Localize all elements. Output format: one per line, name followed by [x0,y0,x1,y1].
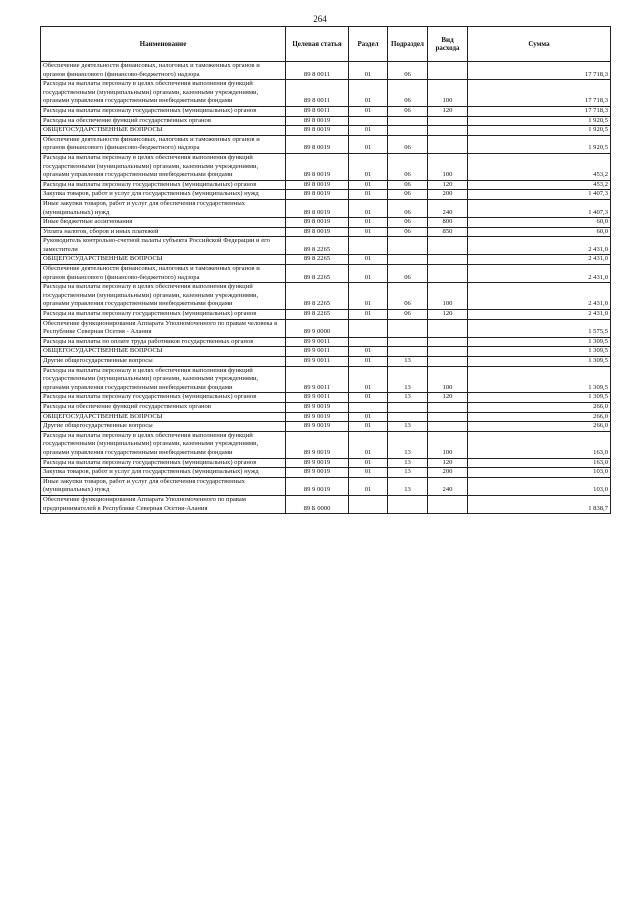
podrazdel-cell [388,126,428,136]
amount-cell: 163,0 [468,458,611,468]
name-cell: Расходы на выплаты персоналу государственных (муниципальных) органов [41,106,286,116]
table-row [41,180,611,190]
amount-cell: 1 309,5 [468,357,611,367]
name-cell: Руководитель контрольно-счетной палаты субъекта Российской Федерации и его заместители [41,237,286,255]
table-row [41,357,611,367]
table-header-row [41,27,611,62]
razdel-cell: 01 [349,62,388,80]
target-article-cell: 89 9 0019 [286,468,349,478]
amount-cell: 60,0 [468,218,611,228]
amount-cell: 1 407,3 [468,190,611,200]
razdel-cell: 01 [349,422,388,432]
expense-type-cell: 100 [428,283,468,310]
target-article-cell: 89 8 0019 [286,199,349,217]
amount-cell: 1 920,5 [468,126,611,136]
amount-cell: 2 431,0 [468,237,611,255]
razdel-cell: 01 [349,431,388,458]
target-article-cell: 89 9 0019 [286,477,349,495]
table-row [41,199,611,217]
target-article-cell: 89 8 0011 [286,62,349,80]
table-row [41,431,611,458]
podrazdel-cell [388,412,428,422]
name-cell: Расходы на выплаты по оплате труда работников государственных органов [41,337,286,347]
header-name: Наименование [41,27,286,62]
razdel-cell: 01 [349,180,388,190]
target-article-cell: 89 8 0019 [286,126,349,136]
header-summa: Сумма [468,27,611,62]
table-row [41,495,611,513]
table-row [41,126,611,136]
razdel-cell: 01 [349,227,388,237]
podrazdel-cell [388,402,428,412]
table-row [41,153,611,180]
razdel-cell [349,237,388,255]
header-code: Целевая статья [286,27,349,62]
target-article-cell: 89 8 0019 [286,135,349,153]
razdel-cell: 01 [349,218,388,228]
amount-cell: 2 431,0 [468,310,611,320]
amount-cell: 103,0 [468,468,611,478]
name-cell: Расходы на выплаты персоналу государственных (муниципальных) органов [41,458,286,468]
expense-type-cell [428,116,468,126]
name-cell: ОБЩЕГОСУДАРСТВЕННЫЕ ВОПРОСЫ [41,126,286,136]
name-cell: Расходы на выплаты персоналу в целях обеспечения выполнения функций государственными (муниципальными) органами, казенными учреждениями, органами управления государственными внебюджетными фондами [41,431,286,458]
amount-cell: 1 309,5 [468,347,611,357]
podrazdel-cell [388,237,428,255]
expense-type-cell: 120 [428,106,468,116]
podrazdel-cell: 06 [388,218,428,228]
target-article-cell: 89 8 2265 [286,255,349,265]
razdel-cell: 01 [349,283,388,310]
podrazdel-cell: 13 [388,366,428,393]
header-razdel: Раздел [349,27,388,62]
expense-type-cell [428,422,468,432]
expense-type-cell: 120 [428,180,468,190]
expense-type-cell: 100 [428,431,468,458]
amount-cell: 1 309,5 [468,366,611,393]
podrazdel-cell [388,347,428,357]
amount-cell: 17 718,3 [468,80,611,107]
podrazdel-cell [388,116,428,126]
podrazdel-cell: 13 [388,468,428,478]
razdel-cell: 01 [349,310,388,320]
razdel-cell [349,337,388,347]
table-row [41,227,611,237]
expense-type-cell [428,319,468,337]
name-cell: Иные бюджетные ассигнования [41,218,286,228]
target-article-cell: 89 9 0011 [286,393,349,403]
podrazdel-cell: 13 [388,458,428,468]
table-row [41,80,611,107]
podrazdel-cell: 13 [388,431,428,458]
table-row [41,477,611,495]
table-row [41,347,611,357]
amount-cell: 266,0 [468,412,611,422]
amount-cell: 1 920,5 [468,116,611,126]
name-cell: Иные закупки товаров, работ и услуг для обеспечения государственных (муниципальных) нужд [41,477,286,495]
name-cell: Другие общегосударственные вопросы [41,422,286,432]
podrazdel-cell: 06 [388,199,428,217]
name-cell: Закупка товаров, работ и услуг для государственных (муниципальных) нужд [41,468,286,478]
expense-type-cell: 100 [428,366,468,393]
table-row [41,393,611,403]
name-cell: Расходы на выплаты персоналу государственных (муниципальных) органов [41,310,286,320]
table-row [41,135,611,153]
amount-cell: 2 431,0 [468,265,611,283]
expense-type-cell [428,237,468,255]
amount-cell: 266,0 [468,422,611,432]
amount-cell: 17 718,3 [468,106,611,116]
expense-type-cell: 120 [428,458,468,468]
expense-type-cell: 800 [428,218,468,228]
name-cell: Расходы на обеспечение функций государственных органов [41,116,286,126]
expense-type-cell: 120 [428,393,468,403]
podrazdel-cell: 06 [388,227,428,237]
amount-cell: 453,2 [468,153,611,180]
expense-type-cell [428,495,468,513]
podrazdel-cell: 06 [388,310,428,320]
name-cell: Закупка товаров, работ и услуг для государственных (муниципальных) нужд [41,190,286,200]
table-row [41,190,611,200]
table-row [41,310,611,320]
podrazdel-cell [388,495,428,513]
amount-cell: 453,2 [468,180,611,190]
target-article-cell: 89 8 0019 [286,153,349,180]
name-cell: Другие общегосударственные вопросы [41,357,286,367]
target-article-cell: 89 8 0019 [286,190,349,200]
table-row [41,62,611,80]
table-row [41,283,611,310]
razdel-cell: 01 [349,255,388,265]
razdel-cell [349,495,388,513]
expense-type-cell [428,135,468,153]
razdel-cell: 01 [349,468,388,478]
expense-type-cell [428,412,468,422]
target-article-cell: 89 9 0011 [286,347,349,357]
header-vid: Вид расхода [428,27,468,62]
target-article-cell: 89 9 0000 [286,319,349,337]
razdel-cell: 01 [349,199,388,217]
header-podrazdel: Подраздел [388,27,428,62]
name-cell: ОБЩЕГОСУДАРСТВЕННЫЕ ВОПРОСЫ [41,347,286,357]
expense-type-cell [428,347,468,357]
target-article-cell: 89 8 2265 [286,283,349,310]
name-cell: Расходы на выплаты персоналу государственных (муниципальных) органов [41,393,286,403]
amount-cell: 17 718,3 [468,62,611,80]
table-row [41,106,611,116]
expense-type-cell: 100 [428,153,468,180]
podrazdel-cell: 06 [388,106,428,116]
name-cell: ОБЩЕГОСУДАРСТВЕННЫЕ ВОПРОСЫ [41,412,286,422]
target-article-cell: 89 9 0019 [286,431,349,458]
razdel-cell [349,402,388,412]
razdel-cell [349,319,388,337]
name-cell: ОБЩЕГОСУДАРСТВЕННЫЕ ВОПРОСЫ [41,255,286,265]
amount-cell: 163,0 [468,431,611,458]
expense-type-cell: 200 [428,468,468,478]
table-row [41,116,611,126]
expense-type-cell: 200 [428,190,468,200]
name-cell: Уплата налогов, сборов и иных платежей [41,227,286,237]
razdel-cell: 01 [349,412,388,422]
expense-type-cell [428,357,468,367]
name-cell: Обеспечение функционирования Аппарата Уполномоченного по правам предпринимателей в Республике Северная Осетия-Алания [41,495,286,513]
name-cell: Расходы на выплаты персоналу в целях обеспечения выполнения функций государственными (муниципальными) органами, казенными учреждениями, органами управления государственными внебюджетными фондами [41,366,286,393]
podrazdel-cell: 13 [388,477,428,495]
razdel-cell: 01 [349,80,388,107]
podrazdel-cell: 06 [388,153,428,180]
podrazdel-cell: 06 [388,135,428,153]
target-article-cell: 89 8 0019 [286,180,349,190]
target-article-cell: 89 8 2265 [286,237,349,255]
target-article-cell: 89 9 0011 [286,357,349,367]
table-row [41,458,611,468]
expense-type-cell: 850 [428,227,468,237]
target-article-cell: 89 9 0011 [286,366,349,393]
table-row [41,402,611,412]
podrazdel-cell [388,337,428,347]
expense-type-cell: 120 [428,310,468,320]
target-article-cell: 89 9 0011 [286,337,349,347]
amount-cell: 60,0 [468,227,611,237]
razdel-cell: 01 [349,190,388,200]
name-cell: Обеспечение деятельности финансовых, налоговых и таможенных органов и органов финансового (финансово-бюджетного) надзора [41,62,286,80]
razdel-cell: 01 [349,366,388,393]
table-row [41,468,611,478]
name-cell: Расходы на выплаты персоналу в целях обеспечения выполнения функций государственными (муниципальными) органами, казенными учреждениями, органами управления государственными внебюджетными фондами [41,283,286,310]
razdel-cell: 01 [349,265,388,283]
target-article-cell: 89 8 0011 [286,80,349,107]
expense-type-cell [428,255,468,265]
budget-table [40,26,611,514]
podrazdel-cell: 06 [388,265,428,283]
table-row [41,412,611,422]
razdel-cell: 01 [349,458,388,468]
razdel-cell: 01 [349,347,388,357]
expense-type-cell [428,126,468,136]
name-cell: Иные закупки товаров, работ и услуг для обеспечения государственных (муниципальных) нужд [41,199,286,217]
podrazdel-cell [388,255,428,265]
table-row [41,218,611,228]
razdel-cell: 01 [349,477,388,495]
podrazdel-cell [388,319,428,337]
razdel-cell: 01 [349,153,388,180]
razdel-cell [349,116,388,126]
podrazdel-cell: 06 [388,283,428,310]
expense-type-cell: 100 [428,80,468,107]
razdel-cell: 01 [349,126,388,136]
podrazdel-cell: 06 [388,80,428,107]
target-article-cell: 89 9 0019 [286,458,349,468]
table-row [41,366,611,393]
name-cell: Расходы на обеспечение функций государственных органов [41,402,286,412]
name-cell: Расходы на выплаты персоналу государственных (муниципальных) органов [41,180,286,190]
target-article-cell: 89 8 0011 [286,106,349,116]
name-cell: Обеспечение функционирования Аппарата Уполномоченного по правам человека в Республике Северная Осетия - Алания [41,319,286,337]
razdel-cell: 01 [349,106,388,116]
name-cell: Обеспечение деятельности финансовых, налоговых и таможенных органов и органов финансового (финансово-бюджетного) надзора [41,135,286,153]
target-article-cell: 89 8 2265 [286,265,349,283]
amount-cell: 103,0 [468,477,611,495]
expense-type-cell [428,402,468,412]
expense-type-cell [428,337,468,347]
razdel-cell: 01 [349,393,388,403]
name-cell: Обеспечение деятельности финансовых, налоговых и таможенных органов и органов финансового (финансово-бюджетного) надзора [41,265,286,283]
name-cell: Расходы на выплаты персоналу в целях обеспечения выполнения функций государственными (муниципальными) органами, казенными учреждениями, органами управления государственными внебюджетными фондами [41,80,286,107]
podrazdel-cell: 06 [388,62,428,80]
target-article-cell: 89 8 0019 [286,116,349,126]
amount-cell: 2 431,0 [468,283,611,310]
amount-cell: 1 309,5 [468,337,611,347]
expense-type-cell: 240 [428,477,468,495]
podrazdel-cell: 13 [388,422,428,432]
target-article-cell: 89 9 0019 [286,402,349,412]
target-article-cell: 89 8 0019 [286,227,349,237]
table-row [41,265,611,283]
table-row [41,237,611,255]
target-article-cell: 89 9 0019 [286,412,349,422]
amount-cell: 1 309,5 [468,393,611,403]
expense-type-cell: 240 [428,199,468,217]
expense-type-cell [428,265,468,283]
target-article-cell: 89 9 0019 [286,422,349,432]
target-article-cell: 89 Б 0000 [286,495,349,513]
table-row [41,337,611,347]
table-row [41,319,611,337]
target-article-cell: 89 8 0019 [286,218,349,228]
amount-cell: 1 838,7 [468,495,611,513]
amount-cell: 1 920,5 [468,135,611,153]
podrazdel-cell: 06 [388,180,428,190]
expense-type-cell [428,62,468,80]
razdel-cell: 01 [349,357,388,367]
page-number: 264 [313,14,327,24]
table-body [41,62,611,514]
podrazdel-cell: 13 [388,393,428,403]
amount-cell: 1 575,5 [468,319,611,337]
podrazdel-cell: 06 [388,190,428,200]
razdel-cell: 01 [349,135,388,153]
amount-cell: 1 407,3 [468,199,611,217]
table-row [41,255,611,265]
amount-cell: 2 431,0 [468,255,611,265]
podrazdel-cell: 13 [388,357,428,367]
name-cell: Расходы на выплаты персоналу в целях обеспечения выполнения функций государственными (муниципальными) органами, казенными учреждениями, органами управления государственными внебюджетными фондами [41,153,286,180]
table-row [41,422,611,432]
target-article-cell: 89 8 2265 [286,310,349,320]
amount-cell: 266,0 [468,402,611,412]
